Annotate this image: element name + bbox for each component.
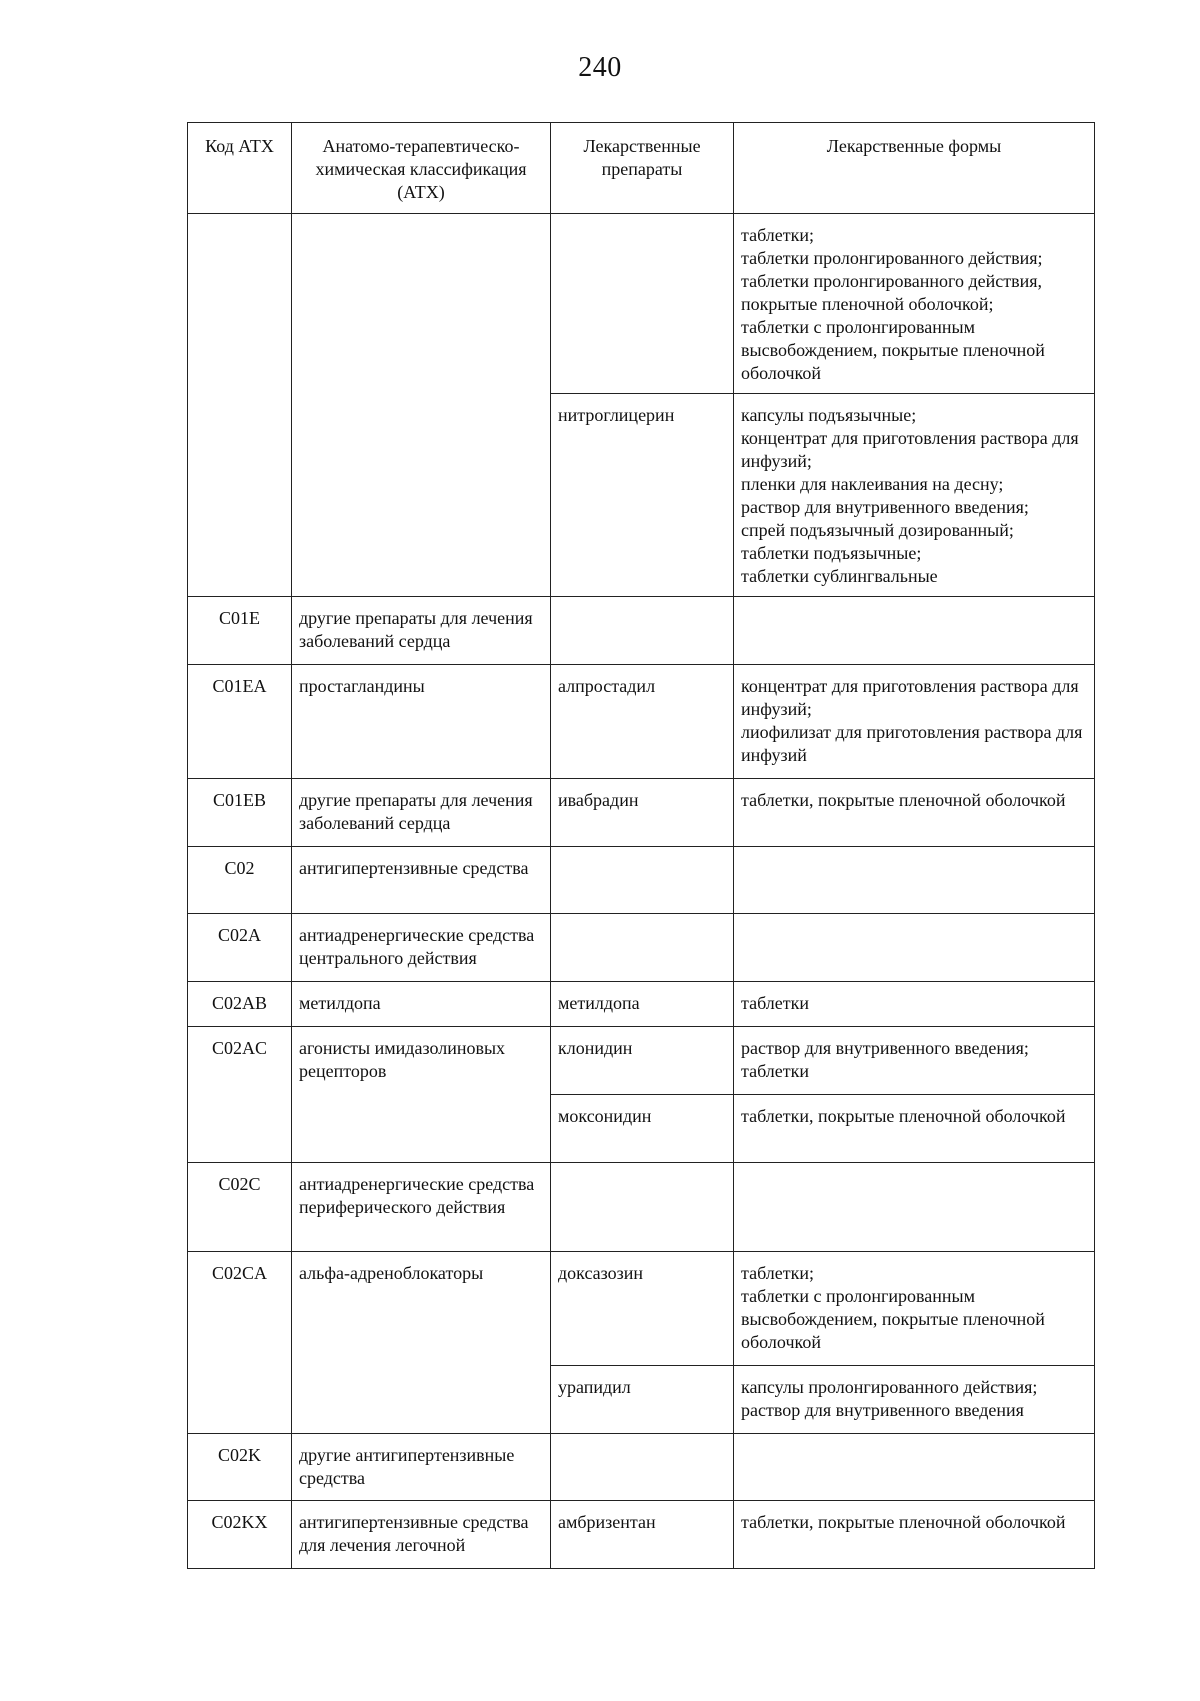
drug-cell: амбризентан [551,1501,734,1569]
atx-code-cell: C02CA [188,1252,292,1434]
atx-class-cell: метилдопа [292,982,551,1027]
drug-cell: моксонидин [551,1095,734,1163]
form-line: капсулы подъязычные; [741,405,917,425]
forms-cell [734,1027,1095,1095]
atx-code-cell: C02A [188,914,292,982]
table-row [188,597,1095,665]
atx-code-cell: C01EA [188,665,292,779]
form-line: концентрат для приготовления раствора для инфузий; [741,676,1079,719]
drug-cell [551,914,734,982]
drug-cell: урапидил [551,1366,734,1434]
forms-cell [734,1366,1095,1434]
drug-cell: алпростадил [551,665,734,779]
table-row [188,779,1095,847]
form-line: раствор для внутривенного введения [741,1400,1024,1420]
forms-cell [734,597,1095,665]
drug-cell [551,597,734,665]
table-row [188,1027,1095,1095]
table-row [188,982,1095,1027]
header-forms: Лекарственные формы [734,123,1095,214]
atx-class-cell: другие антигипертензивные средства [292,1434,551,1501]
atx-class-cell: антиадренергические средства периферического действия [292,1163,551,1252]
drug-cell: нитроглицерин [551,394,734,597]
atx-code-cell: C02KX [188,1501,292,1569]
form-line: таблетки, покрытые пленочной оболочкой [741,790,1066,810]
table-row [188,914,1095,982]
atx-class-cell: альфа-адреноблокаторы [292,1252,551,1434]
form-line: таблетки, покрытые пленочной оболочкой [741,1106,1066,1126]
drug-cell: ивабрадин [551,779,734,847]
atx-code-cell [188,214,292,597]
form-line: таблетки пролонгированного действия, покрытые пленочной оболочкой; [741,271,1043,314]
atx-code-cell: C02AB [188,982,292,1027]
atx-class-cell: антигипертензивные средства для лечения легочной [292,1501,551,1569]
form-line: раствор для внутривенного введения; [741,497,1029,517]
atx-code-cell: C02C [188,1163,292,1252]
drug-cell: метилдопа [551,982,734,1027]
atx-class-cell: другие препараты для лечения заболеваний сердца [292,779,551,847]
atx-code-cell: C02 [188,847,292,914]
form-line: концентрат для приготовления раствора для инфузий; [741,428,1079,471]
drug-cell [551,214,734,394]
form-line: лиофилизат для приготовления раствора для инфузий [741,722,1083,765]
table-row [188,1501,1095,1569]
atx-code-cell: C01EB [188,779,292,847]
form-line: таблетки пролонгированного действия; [741,248,1043,268]
forms-cell [734,914,1095,982]
forms-cell [734,214,1095,394]
atx-code-cell: C02K [188,1434,292,1501]
table-row [188,1252,1095,1366]
atx-class-cell: другие препараты для лечения заболеваний сердца [292,597,551,665]
atx-code-cell: C01E [188,597,292,665]
forms-cell [734,779,1095,847]
forms-cell [734,1252,1095,1366]
page-number: 240 [578,52,622,83]
drug-cell [551,847,734,914]
form-line: таблетки; [741,1263,815,1283]
forms-cell [734,1095,1095,1163]
form-line: таблетки [741,1061,810,1081]
drug-cell: клонидин [551,1027,734,1095]
header-code: Код АТХ [188,123,292,214]
form-line: таблетки с пролонгированным высвобождением, покрытые пленочной оболочкой [741,1286,1045,1352]
form-line: таблетки [741,993,810,1013]
forms-cell [734,1501,1095,1569]
table-header-row [188,123,1095,214]
table-row [188,847,1095,914]
header-classification: Анатомо-терапевтическо-химическая классификация (АТХ) [292,123,551,214]
drug-cell [551,1163,734,1252]
forms-cell [734,1163,1095,1252]
form-line: таблетки; [741,225,815,245]
form-line: спрей подъязычный дозированный; [741,520,1014,540]
atx-class-cell [292,214,551,597]
atx-class-cell: антигипертензивные средства [292,847,551,914]
forms-cell [734,665,1095,779]
forms-cell [734,394,1095,597]
form-line: таблетки подъязычные; [741,543,922,563]
table-row [188,665,1095,779]
form-line: таблетки, покрытые пленочной оболочкой [741,1512,1066,1532]
atx-class-cell: агонисты имидазолиновых рецепторов [292,1027,551,1163]
atx-class-cell: простагландины [292,665,551,779]
form-line: таблетки сублингвальные [741,566,938,586]
form-line: пленки для наклеивания на десну; [741,474,1004,494]
atx-code-cell: C02AC [188,1027,292,1163]
drug-cell [551,1434,734,1501]
atx-table [187,122,1095,1569]
atx-class-cell: антиадренергические средства центрального действия [292,914,551,982]
header-drugs: Лекарственные препараты [551,123,734,214]
table-row [188,1434,1095,1501]
form-line: таблетки с пролонгированным высвобождением, покрытые пленочной оболочкой [741,317,1045,383]
form-line: раствор для внутривенного введения; [741,1038,1029,1058]
table-row [188,1163,1095,1252]
form-line: капсулы пролонгированного действия; [741,1377,1038,1397]
table-row [188,214,1095,394]
forms-cell [734,982,1095,1027]
drug-cell: доксазозин [551,1252,734,1366]
forms-cell [734,847,1095,914]
forms-cell [734,1434,1095,1501]
